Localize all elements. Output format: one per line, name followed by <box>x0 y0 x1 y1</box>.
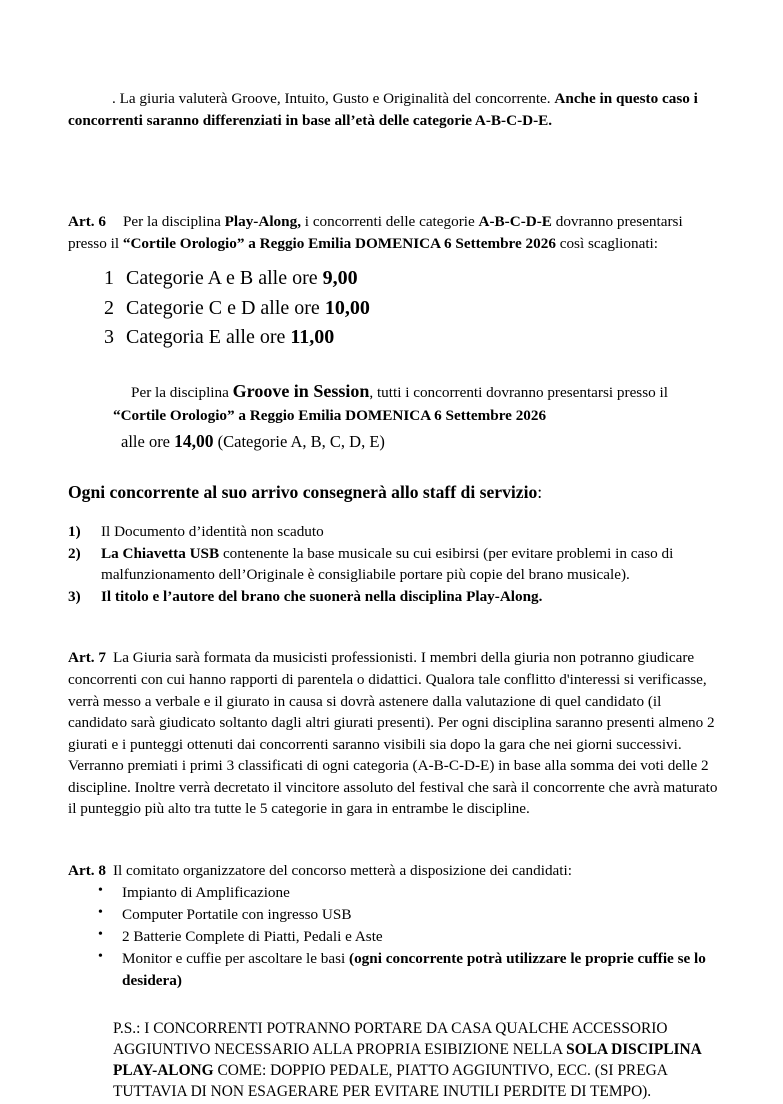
consign-item-text: Il Documento d’identità non scaduto <box>101 523 324 541</box>
bullet-icon: • <box>98 904 103 920</box>
opening-paragraph-bold: Anche in questo caso i concorrenti saranno differenziati in base all’età delle categorie A-B-C-D-E. <box>68 90 698 129</box>
consign-item-usb-label: La Chiavetta USB <box>101 544 220 562</box>
consign-heading <box>68 480 720 505</box>
groove-run-2: , tutti i concorrenti dovranno presentarsi presso il <box>369 383 668 401</box>
art7-label: Art. 7 <box>68 649 106 667</box>
groove-in-session-block <box>113 378 720 455</box>
art8-intro-text: Il comitato organizzatore del concorso metterà a disposizione dei candidati: <box>112 861 572 879</box>
schedule-item-number: 1 <box>104 267 114 290</box>
groove-hour-prefix: alle ore <box>121 431 175 451</box>
schedule-item-number: 2 <box>104 296 114 319</box>
postscript-run-3: COME: DOPPIO PEDALE, PIATTO AGGIUNTIVO, ECC. (SI PREGA TUTTAVIA DI NON ESAGERARE PER EVITARE INUTILI PERDITE DI TEMPO). <box>113 1062 667 1101</box>
groove-line-2-venue-date: “Cortile Orologio” a Reggio Emilia DOMENICA 6 Settembre 2026 <box>113 406 547 424</box>
art6-schedule-list <box>68 264 720 352</box>
groove-line-1 <box>113 378 720 405</box>
art8-equipment-list <box>68 882 720 992</box>
schedule-item <box>68 264 720 293</box>
art6-paragraph <box>68 211 720 254</box>
spacer <box>68 992 720 1018</box>
schedule-item-hour: 11,00 <box>290 325 335 348</box>
spacer <box>68 131 720 211</box>
schedule-item-number: 3 <box>104 325 114 348</box>
art8-label: Art. 8 <box>68 861 106 879</box>
consign-item-number: 3) <box>68 587 81 605</box>
groove-discipline-name: Groove in Session <box>232 380 370 401</box>
art6-run-3: i concorrenti delle categorie <box>301 213 479 231</box>
spacer <box>68 505 720 521</box>
equipment-item <box>68 926 720 948</box>
equipment-item <box>68 882 720 904</box>
schedule-item-hour: 10,00 <box>324 296 370 319</box>
opening-paragraph-plain: . La giuria valuterà Groove, Intuito, Gusto e Originalità del concorrente. <box>112 90 555 107</box>
schedule-item-text: Categorie C e D alle ore <box>126 296 325 319</box>
consign-heading-colon: : <box>537 482 543 503</box>
spacer <box>68 820 720 860</box>
groove-line-3 <box>113 428 720 455</box>
art7-text: La Giuria sarà formata da musicisti professionisti. I membri della giuria non potranno giudicare concorrenti con cui hanno rapporti di parentela o didattici. Qualora tale conflitto d'interessi si verificasse, verrà messo a verbale e il giurato in causa si dovrà astenere dalla valutazione di quel candidato (il candidato sarà giudicato soltanto dagli altri giurati presenti). Per ogni disciplina saranno presenti almeno 2 giurati e i punteggi ottenuti dai concorrenti saranno visibili sia dopo la gara che nei giorni successivi. Verranno premiati i primi 3 classificati di ogni categoria (A-B-C-D-E) in base alla somma dei voti delle 2 discipline. Inoltre verrà decretato il vincitore assoluto del festival che sarà il concorrente che avrà maturato il punteggio più alto tra tutte le 5 categorie in gara in entrambe le discipline. <box>68 649 718 818</box>
art6-run-5: dovranno presentarsi presso il <box>68 213 683 252</box>
art8-paragraph <box>68 860 720 882</box>
art6-run-7: così scaglionati: <box>555 234 658 252</box>
spacer <box>68 254 720 264</box>
opening-paragraph <box>68 88 720 131</box>
consign-item <box>68 586 720 608</box>
consign-item-text: Il titolo e l’autore del brano che suonerà nella disciplina Play-Along. <box>101 587 543 605</box>
consign-items-list <box>68 521 720 607</box>
equipment-item-text: Impianto di Amplificazione <box>122 883 290 901</box>
art6-label: Art. 6 <box>68 213 106 231</box>
postscript-discipline-emphasis: SOLA DISCIPLINA PLAY-ALONG <box>113 1040 701 1080</box>
art6-discipline-name: Play-Along, <box>224 213 301 231</box>
art6-categories: A-B-C-D-E <box>478 213 552 231</box>
schedule-item-text: Categoria E alle ore <box>126 325 291 348</box>
consign-item-number: 2) <box>68 544 81 562</box>
postscript-block <box>113 1018 720 1103</box>
groove-hour: 14,00 <box>174 430 214 451</box>
postscript-paragraph <box>113 1018 720 1103</box>
bullet-icon: • <box>98 926 103 942</box>
consign-item-text: contenente la base musicale su cui esibirsi (per evitare problemi in caso di malfunzionamento dell’Originale è consigliabile portare più copie del brano musicale). <box>101 544 674 584</box>
consign-item-number: 1) <box>68 523 81 541</box>
equipment-item-text: 2 Batterie Complete di Piatti, Pedali e Aste <box>122 927 383 945</box>
consign-item <box>68 521 720 543</box>
art7-paragraph <box>68 647 720 820</box>
schedule-item <box>68 294 720 323</box>
consign-item <box>68 543 720 586</box>
equipment-item-text: Computer Portatile con ingresso USB <box>122 905 352 923</box>
postscript-run-1: P.S.: I CONCORRENTI POTRANNO PORTARE DA CASA QUALCHE ACCESSORIO AGGIUNTIVO NECESSARIO ALLA PROPRIA ESIBIZIONE NELLA <box>113 1019 668 1058</box>
equipment-item <box>68 948 720 992</box>
equipment-item-note: (ogni concorrente potrà utilizzare le proprie cuffie se lo desidera) <box>122 949 706 989</box>
bullet-icon: • <box>98 948 103 964</box>
art6-run-1: Per la disciplina <box>122 213 225 231</box>
spacer <box>68 607 720 647</box>
bullet-icon: • <box>98 882 103 898</box>
schedule-item-hour: 9,00 <box>322 267 358 290</box>
spacer <box>68 352 720 378</box>
groove-run-1: Per la disciplina <box>131 383 233 401</box>
schedule-item-text: Categorie A e B alle ore <box>126 267 323 290</box>
art6-venue-date: “Cortile Orologio” a Reggio Emilia DOMENICA 6 Settembre 2026 <box>122 234 556 252</box>
schedule-item <box>68 323 720 352</box>
equipment-item-text: Monitor e cuffie per ascoltare le basi <box>122 949 350 967</box>
spacer <box>68 454 720 480</box>
consign-heading-text: Ogni concorrente al suo arrivo consegnerà allo staff di servizio <box>68 482 538 503</box>
document-body <box>68 88 720 1103</box>
groove-categories: (Categorie A, B, C, D, E) <box>213 431 385 451</box>
equipment-item <box>68 904 720 926</box>
